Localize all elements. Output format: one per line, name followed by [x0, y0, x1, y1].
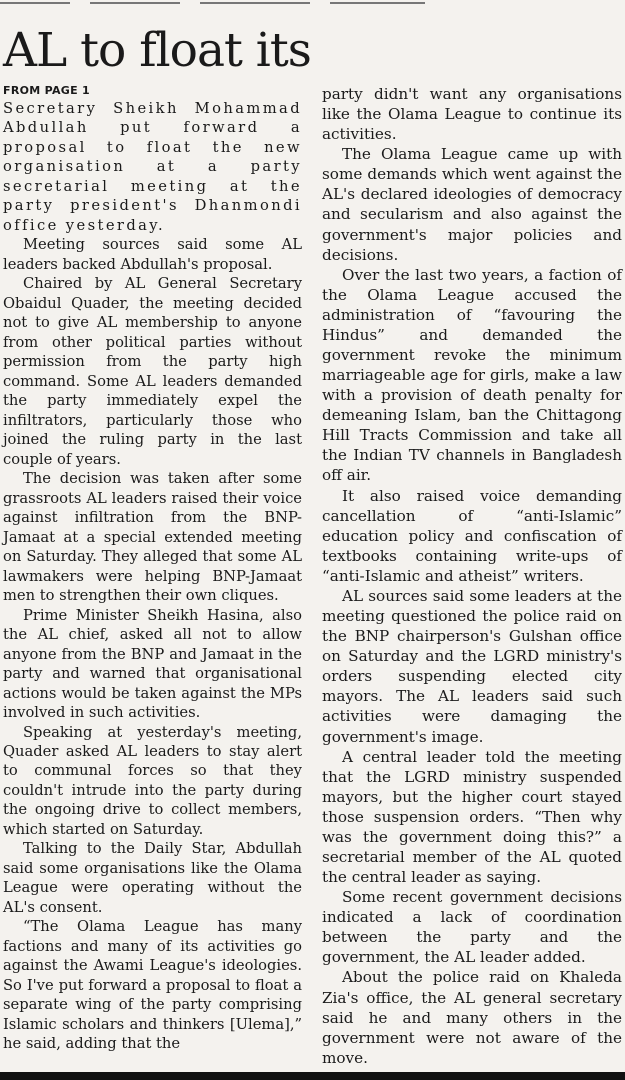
jumpline: FROM PAGE 1: [3, 84, 91, 97]
paragraph: It also raised voice demanding cancellation of “anti-Islamic” education policy and confiscation of textbooks containing write-ups of “anti-Islamic and atheist” writers.: [322, 486, 622, 585]
bottom-border: [0, 1072, 625, 1080]
paragraph: Over the last two years, a faction of the Olama League accused the administration of “favouring the Hindus” and demanded the government revoke the minimum marriageable age for girls, make a law with a provision of death penalty for demeaning Islam, ban the Chittagong Hill Tracts Commission and take all the Indian TV channels in Bangladesh off air.: [322, 265, 622, 485]
paragraph: Secretary Sheikh Mohammad Abdullah put forward a proposal to float the new organisation at a party secretarial meeting at the party president's Dhanmondi office yesterday.: [3, 100, 302, 234]
paragraph: Speaking at yesterday's meeting, Quader asked AL leaders to stay alert to communal forces so that they couldn't intrude into the party during the ongoing drive to collect members, which started on Saturday.: [3, 723, 302, 838]
paragraph: party didn't want any organisations like the Olama League to continue its activities.: [322, 85, 622, 144]
paragraph: Chaired by AL General Secretary Obaidul Quader, the meeting decided not to give AL membership to anyone from other political parties without permission from the party high command. Some AL leaders demanded the party immediately expel the infiltrators, particularly those who joined the ruling party in the last couple of years.: [3, 275, 302, 468]
left-column: [3, 84, 302, 1054]
paragraph: A central leader told the meeting that the LGRD ministry suspended mayors, but the higher court stayed those suspension orders. “Then why was the government doing this?” a secretarial member of the AL quoted the central leader as saying.: [322, 747, 622, 887]
paragraph: About the police raid on Khaleda Zia's office, the AL general secretary said he and many others in the government were not aware of the move.: [322, 968, 622, 1067]
paragraph: Prime Minister Sheikh Hasina, also the AL chief, asked all not to allow anyone from the BNP and Jamaat in the party and warned that organisational actions would be taken against the MPs involved in such activities.: [3, 606, 302, 722]
paragraph: The Olama League came up with some demands which went against the AL's declared ideologies of democracy and secularism and also against the government's major policies and decisions.: [322, 145, 622, 264]
paragraph: Talking to the Daily Star, Abdullah said some organisations like the Olama League were operating without the AL's consent.: [3, 840, 302, 916]
top-cropped-rule: [0, 0, 625, 10]
right-column: [322, 84, 622, 1068]
paragraph: AL sources said some leaders at the meeting questioned the police raid on the BNP chairperson's Gulshan office on Saturday and the LGRD ministry's orders suspending elected city mayors. The AL leaders said such activities were damaging the government's image.: [322, 586, 622, 746]
paragraph: “The Olama League has many factions and many of its activities go against the Awami League's ideologies. So I've put forward a proposal to float a separate wing of the party comprising Islamic scholars and thinkers [Ulema],” he said, adding that the: [3, 918, 302, 1053]
paragraph: Meeting sources said some AL leaders backed Abdullah's proposal.: [3, 236, 302, 273]
headline: AL to float its: [3, 23, 311, 78]
paragraph: Some recent government decisions indicated a lack of coordination between the party and the government, the AL leader added.: [322, 888, 622, 967]
paragraph: The decision was taken after some grassroots AL leaders raised their voice against infiltration from the BNP-Jamaat at a special extended meeting on Saturday. They alleged that some AL lawmakers were helping BNP-Jamaat men to strengthen their own cliques.: [3, 470, 302, 605]
